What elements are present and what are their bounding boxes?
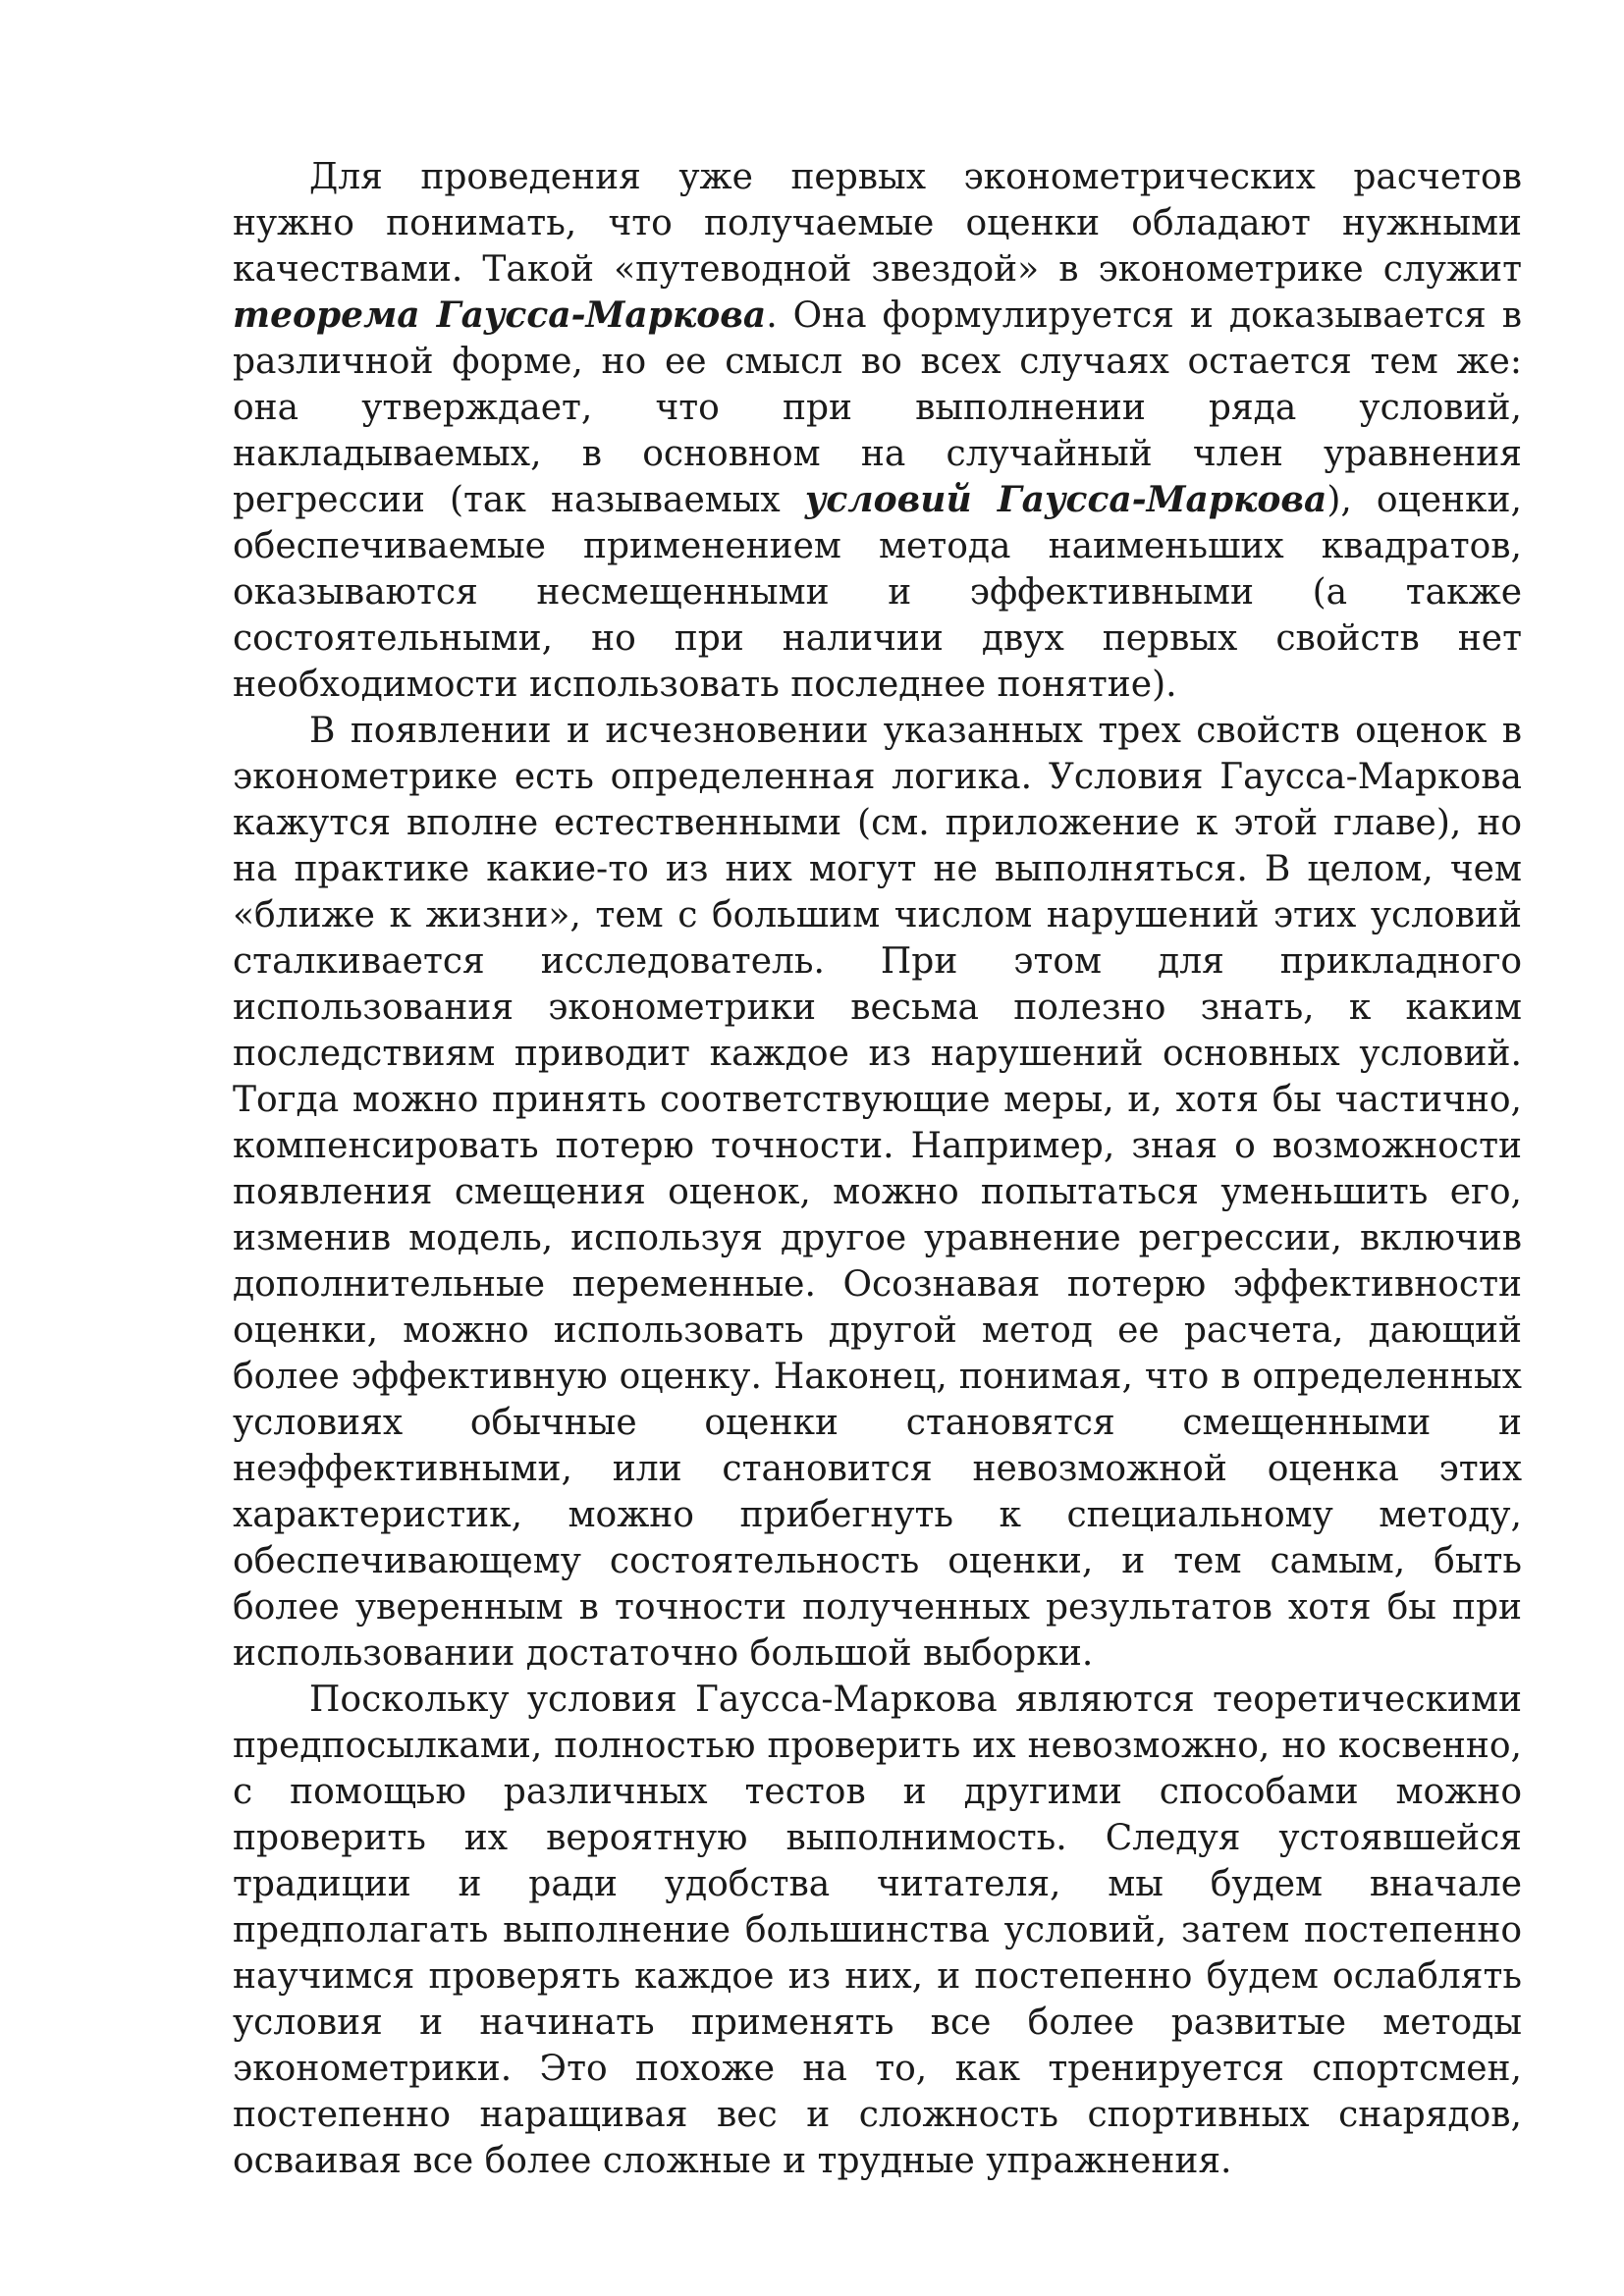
paragraph-text: Для проведения уже первых эконометрических расчетов нужно понимать, что получаемые оценки обладают нужными качествами. Такой «путеводной звездой» в эконометрике служит [233, 157, 1522, 290]
page-body [233, 154, 1522, 2184]
paragraph-testing-conditions [233, 1677, 1522, 2184]
paragraph-gauss-markov-theorem [233, 154, 1522, 708]
paragraph-estimate-properties [233, 708, 1522, 1677]
term-gauss-markov-theorem: теорема Гаусса-Маркова [233, 294, 767, 336]
term-gauss-markov-conditions: условий Гаусса-Маркова [804, 479, 1327, 520]
paragraph-text: . Она формулируется и доказывается в различной форме, но ее смысл во всех случаях остается тем же: она утверждает, что при выполнении ряда условий, накладываемых, в основном на случайный член уравнения регрессии (так называемых [233, 295, 1522, 520]
paragraph-text: В появлении и исчезновении указанных трех свойств оценок в эконометрике есть определенная логика. Условия Гаусса-Маркова кажутся вполне естественными (см. приложение к этой главе), но на практике какие-то из них могут не выполняться. В целом, чем «ближе к жизни», тем с большим числом нарушений этих условий сталкивается исследователь. При этом для прикладного использования эконометрики весьма полезно знать, к каким последствиям приводит каждое из нарушений основных условий. Тогда можно принять соответствующие меры, и, хотя бы частично, компенсировать потерю точности. Например, зная о возможности появления смещения оценок, можно попытаться уменьшить его, изменив модель, используя другое уравнение регрессии, включив дополнительные переменные. Осознавая потерю эффективности оценки, можно использовать другой метод ее расчета, дающий более эффективную оценку. Наконец, понимая, что в определенных условиях обычные оценки становятся смещенными и неэффективными, или становится невозможной оценка этих характеристик, можно прибегнуть к специальному методу, обеспечивающему состоятельность оценки, и тем самым, быть более уверенным в точности полученных результатов хотя бы при использовании достаточно большой выборки. [233, 711, 1522, 1674]
paragraph-text: ), оценки, обеспечиваемые применением метода наименьших квадратов, оказываются несмещенными и эффективными (а также состоятельными, но при наличии двух первых свойств нет необходимости использовать последнее понятие). [233, 480, 1522, 705]
paragraph-text: Поскольку условия Гаусса-Маркова являются теоретическими предпосылками, полностью проверить их невозможно, но косвенно, с помощью различных тестов и другими способами можно проверить их вероятную выполнимость. Следуя устоявшейся традиции и ради удобства читателя, мы будем вначале предполагать выполнение большинства условий, затем постепенно научимся проверять каждое из них, и постепенно будем ослаблять условия и начинать применять все более развитые методы эконометрики. Это похоже на то, как тренируется спортсмен, постепенно наращивая вес и сложность спортивных снарядов, осваивая все более сложные и трудные упражнения. [233, 1680, 1522, 2181]
